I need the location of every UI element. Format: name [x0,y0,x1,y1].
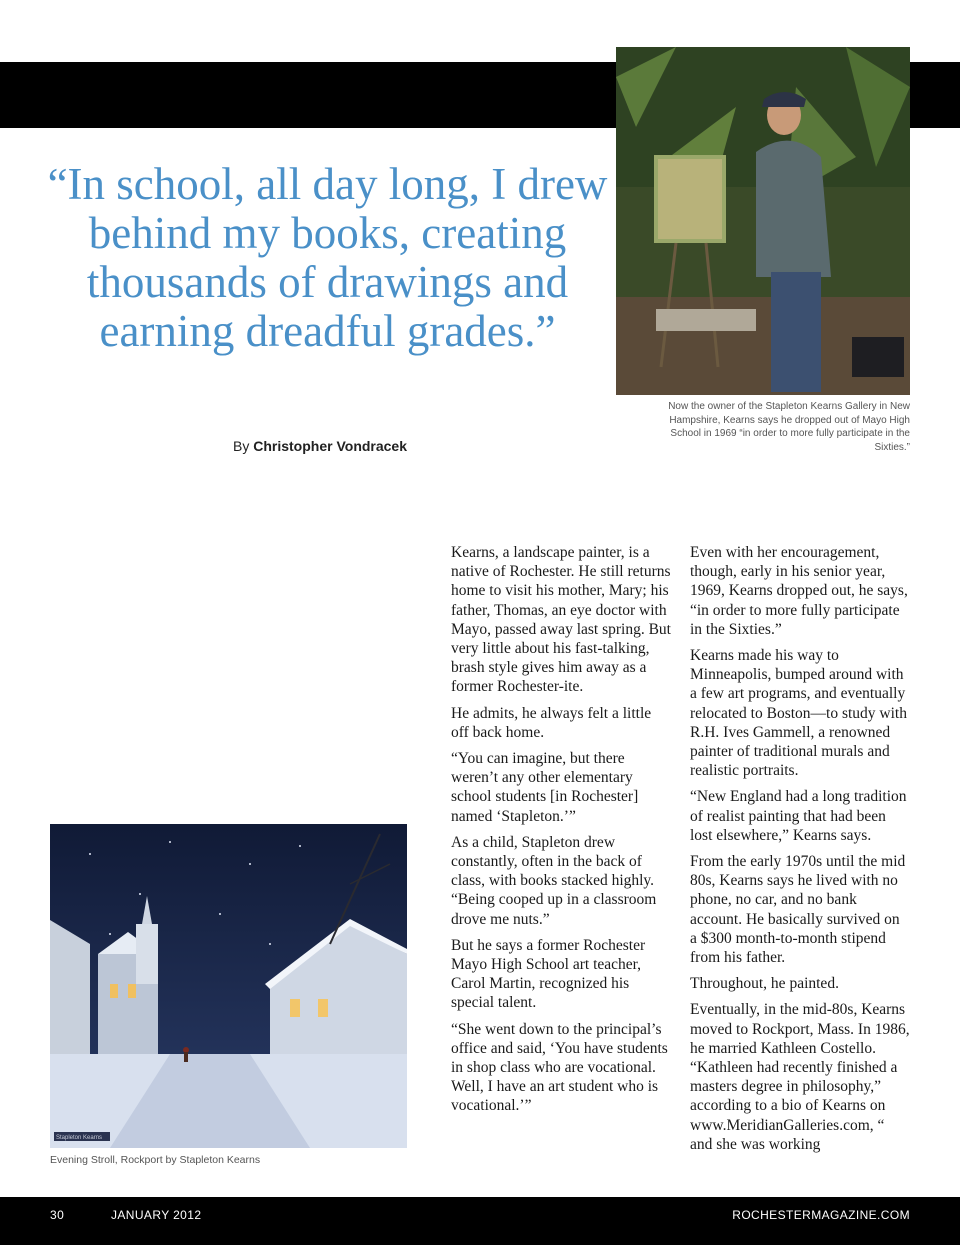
page-number: 30 [50,1208,65,1222]
body-column-1 [451,543,671,1123]
paragraph: “You can imagine, but there weren’t any other elementary school students [in Rochester] named ‘Stapleton.’” [451,750,639,825]
painting-caption: Evening Stroll, Rockport by Stapleton Kearns [50,1154,261,1166]
paragraph: But he says a former Rochester Mayo High School art teacher, Carol Martin, recognized his special talent. [451,936,646,1012]
paragraph: Eventually, in the mid-80s, Kearns moved to Rockport, Mass. In 1986, he married Kathleen Costello. “Kathleen had recently finished a masters degree in philosophy,” according to a bio of Kearns on www.MeridianGalleries.com, “ and she was working [690,1001,910,1153]
body-column-2 [690,543,910,1161]
byline-author: Christopher Vondracek [253,438,408,454]
paragraph: Even with her encouragement, though, early in his senior year, 1969, Kearns dropped out, he says, “in order to more fully participate in the Sixties.” [690,544,908,638]
paragraph: “New England had a long tradition of realist painting that had been lost elsewhere,” Kearns says. [690,788,907,844]
byline-prefix: By [233,438,250,454]
paragraph: Kearns made his way to Minneapolis, bumped around with a few art programs, and eventually relocated to Boston—to study with R.H. Ives Gammell, a renowned painter of traditional murals and realistic portraits. [690,647,907,780]
paragraph: Throughout, he painted. [690,975,839,993]
paragraph: “She went down to the principal’s office and said, ‘You have students in shop class who are vocational. Well, I have an art student who is vocational.’” [451,1020,668,1115]
issue-date: JANUARY 2012 [111,1208,202,1222]
page-footer [0,1197,960,1245]
paragraph: Kearns, a landscape painter, is a native of Rochester. He still returns home to visit his mother, Mary; his father, Thomas, an eye doctor with Mayo, passed away last spring. But very little about his fast-talking, brash style gives him away as a former Rochester-ite. [451,544,671,696]
artist-photo [616,47,910,395]
painting-evening-stroll [50,824,407,1148]
paragraph: From the early 1970s until the mid 80s, Kearns says he lived with no phone, no car, and no bank account. He basically survived on a $300 month-to-month stipend from his father. [690,853,906,967]
paragraph: He admits, he always felt a little off back home. [451,704,652,741]
paragraph: As a child, Stapleton drew constantly, often in the back of class, with books stacked highly. “Being cooped up in a classroom drove me nuts.” [451,833,657,928]
painting-signature: Stapleton Kearns [56,1135,103,1141]
pull-quote: “In school, all day long, I drew behind my books, creating thousands of drawings and earning dreadful grades.” [47,159,608,356]
artist-photo-caption: Now the owner of the Stapleton Kearns Gallery in New Hampshire, Kearns says he dropped out of Mayo High School in 1969 “in order to more fully participate in the Sixties.” [668,401,910,453]
byline [233,438,407,454]
website-link[interactable]: ROCHESTERMAGAZINE.COM [732,1208,910,1222]
